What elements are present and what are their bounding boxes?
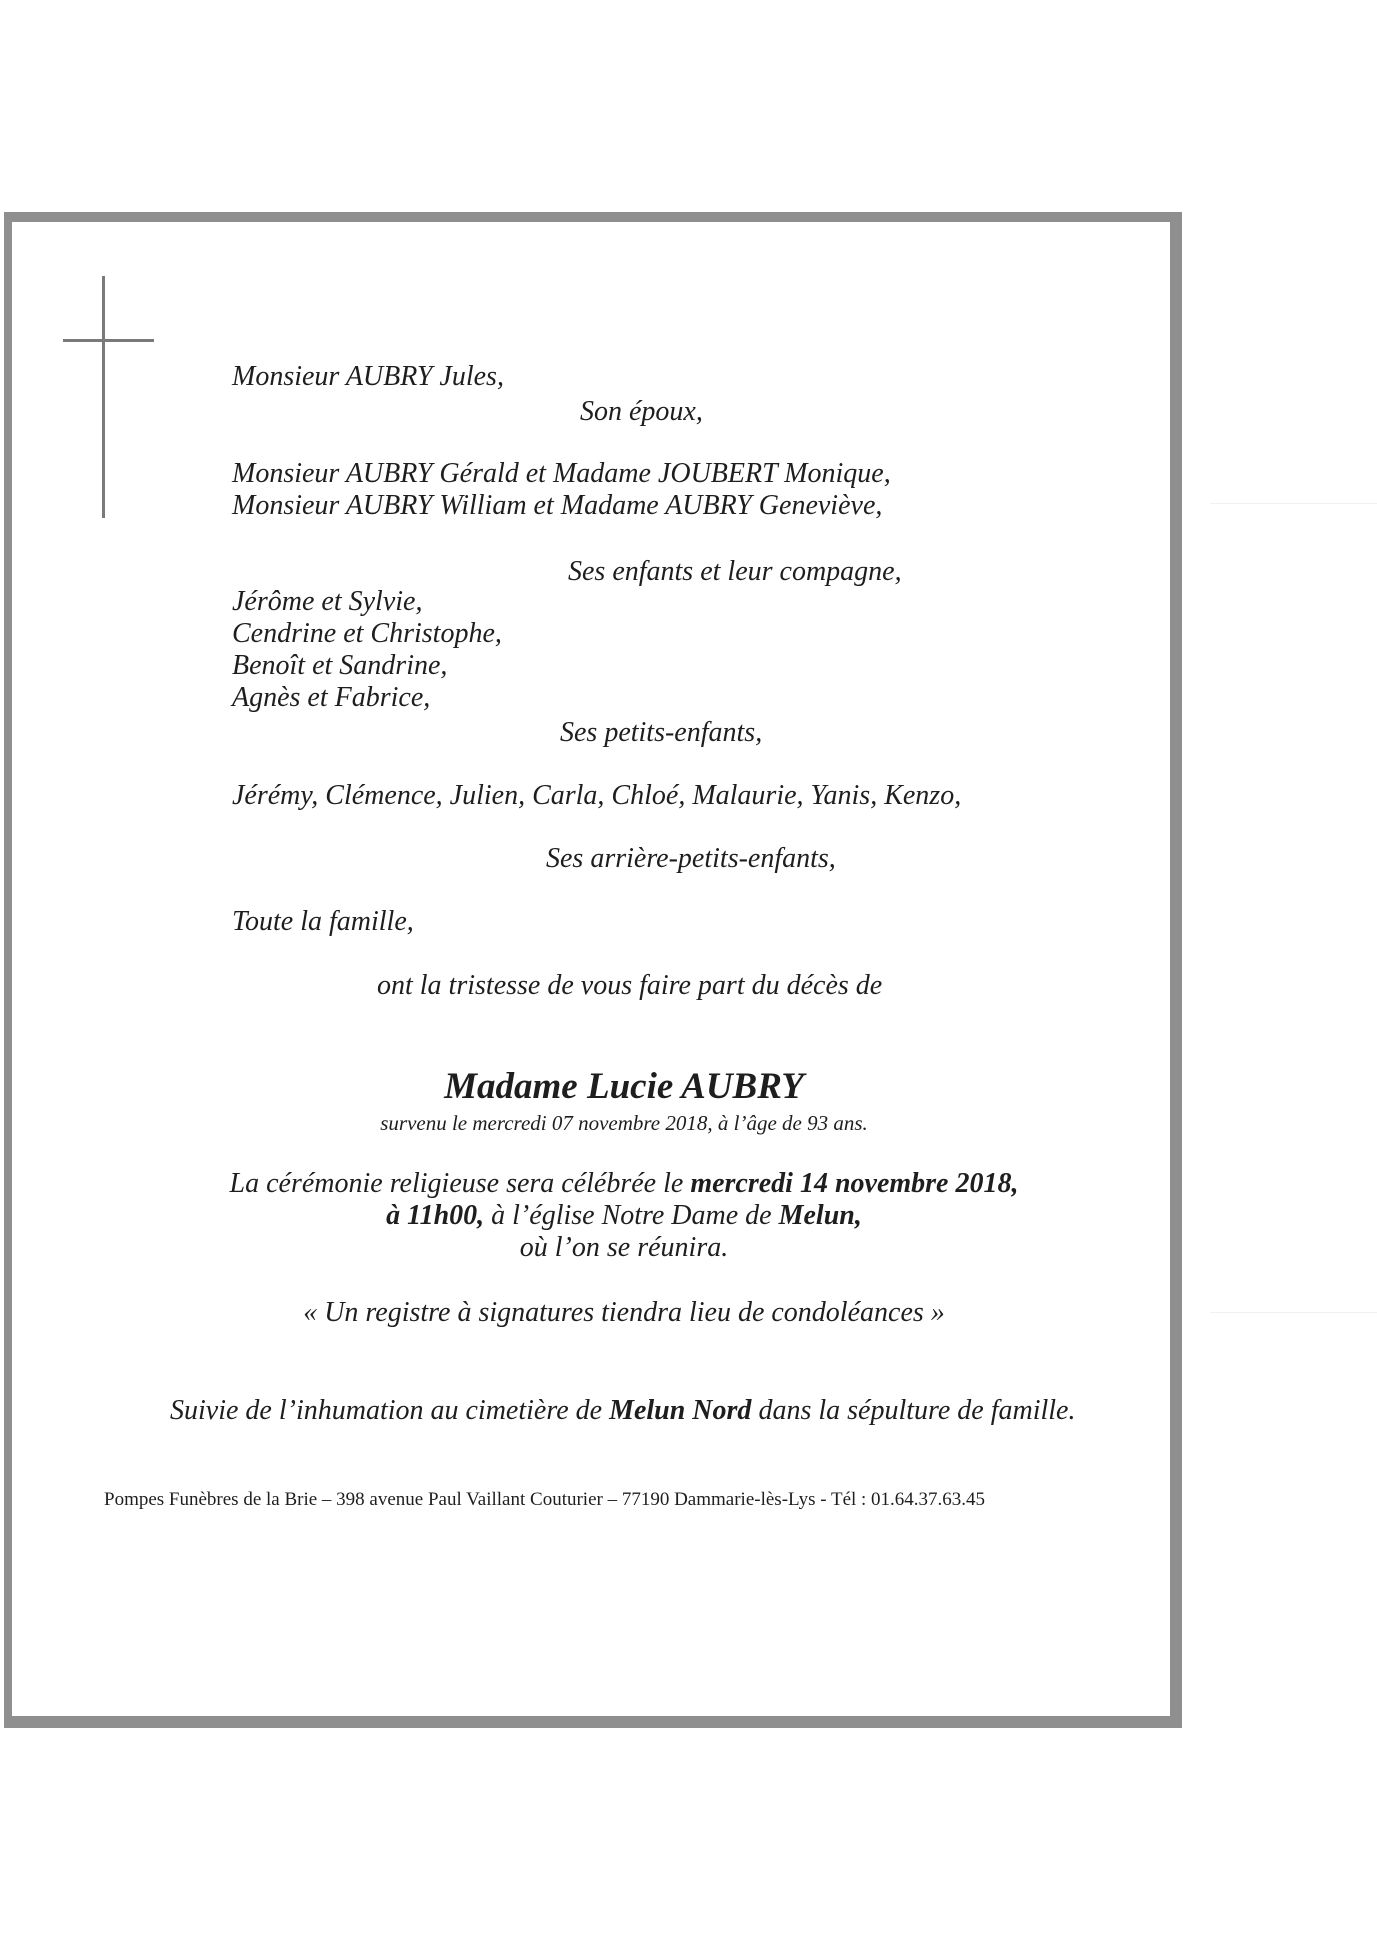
grandchild-line: Benoît et Sandrine, xyxy=(232,650,448,681)
ceremony-place: à l’église Notre Dame de xyxy=(484,1200,779,1231)
announcement-line: ont la tristesse de vous faire part du décès de xyxy=(377,970,883,1001)
ceremony-text: La cérémonie religieuse sera célébrée le xyxy=(229,1168,691,1199)
burial-place: Melun Nord xyxy=(609,1395,752,1426)
child-line: Monsieur AUBRY Gérald et Madame JOUBERT Monique, xyxy=(232,458,891,489)
grandchildren-role: Ses petits-enfants, xyxy=(560,717,763,748)
child-line: Monsieur AUBRY William et Madame AUBRY Geneviève, xyxy=(232,490,883,521)
burial-line xyxy=(170,1395,1075,1427)
burial-text-end: dans la sépulture de famille. xyxy=(751,1395,1076,1426)
great-grandchildren-line: Jérémy, Clémence, Julien, Carla, Chloé, Malaurie, Yanis, Kenzo, xyxy=(232,780,962,811)
spouse-name: Monsieur AUBRY Jules, xyxy=(232,361,504,392)
grandchild-line: Cendrine et Christophe, xyxy=(232,618,502,649)
ceremony-line-2 xyxy=(0,1200,1248,1232)
ceremony-city: Melun, xyxy=(778,1200,862,1231)
ceremony-time: à 11h00, xyxy=(386,1200,485,1231)
ceremony-line-3: où l’on se réunira. xyxy=(519,1232,729,1263)
funeral-home-footer: Pompes Funèbres de la Brie – 398 avenue Paul Vaillant Couturier – 77190 Dammarie-lès-Lys - Tél : 01.64.37.63.45 xyxy=(104,1489,986,1510)
ceremony-line-1 xyxy=(0,1168,1248,1200)
registry-note: « Un registre à signatures tiendra lieu de condoléances » xyxy=(303,1297,945,1328)
faint-line xyxy=(1210,503,1377,504)
grandchild-line: Agnès et Fabrice, xyxy=(232,682,431,713)
ceremony-date: mercredi 14 novembre 2018, xyxy=(690,1168,1019,1199)
burial-text: Suivie de l’inhumation au cimetière de xyxy=(170,1395,610,1426)
great-grandchildren-role: Ses arrière-petits-enfants, xyxy=(546,843,836,874)
cross-icon-bar xyxy=(63,339,154,342)
family-line: Toute la famille, xyxy=(232,906,414,937)
deceased-name: Madame Lucie AUBRY xyxy=(444,1066,804,1107)
grandchild-line: Jérôme et Sylvie, xyxy=(232,586,423,617)
children-role: Ses enfants et leur compagne, xyxy=(568,556,902,587)
cross-icon xyxy=(102,276,105,518)
spouse-role: Son époux, xyxy=(580,396,703,427)
deceased-details: survenu le mercredi 07 novembre 2018, à l’âge de 93 ans. xyxy=(380,1111,868,1135)
